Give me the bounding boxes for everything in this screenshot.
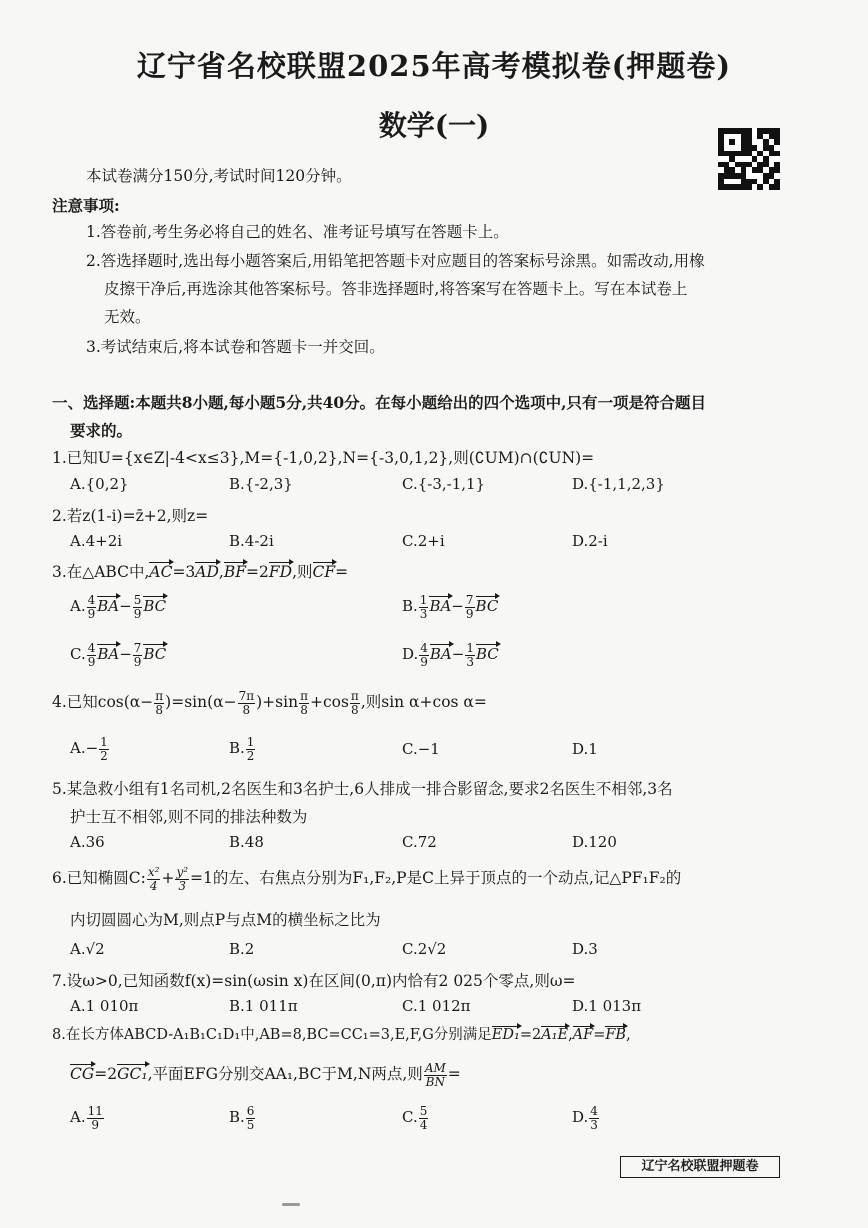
q6-option-a: A.√2 <box>70 940 105 958</box>
note-item-1: 1.答卷前,考生务必将自己的姓名、准考证号填写在答题卡上。 <box>86 223 509 241</box>
q5-option-b: B.48 <box>229 833 264 851</box>
q3-option-c: C. $\frac{4}{9}$ BA− $\frac{7}{9}$ BC <box>70 641 167 669</box>
q7-option-d: D.1 013π <box>572 997 642 1015</box>
question-5-line-1: 5.某急救小组有1名司机,2名医生和3名护士,6人排成一排合影留念,要求2名医生不相邻,3名 <box>52 780 673 798</box>
question-1-stem: 1.已知U={x∈Z|-4<x≤3},M={-1,0,2},N={-3,0,1,2},则(∁UM)∩(∁UN)= <box>52 449 595 467</box>
q4-option-a: A.− $\frac{1}{2}$ <box>70 735 108 763</box>
section-heading: 一、选择题:本题共8小题,每小题5分,共40分。在每小题给出的四个选项中,只有一项是符合题目 <box>52 393 707 412</box>
exam-intro: 本试卷满分150分,考试时间120分钟。 <box>86 167 352 185</box>
q2-option-d: D.2-i <box>572 532 608 550</box>
q6-option-d: D.3 <box>572 940 598 958</box>
q5-option-a: A.36 <box>70 833 105 851</box>
note-item-2-line-2: 皮擦干净后,再选涂其他答案标号。答非选择题时,将答案写在答题卡上。写在本试卷上 <box>104 280 688 298</box>
qr-code-icon <box>718 128 780 190</box>
q7-option-c: C.1 012π <box>402 997 471 1015</box>
q4-option-c: C.−1 <box>402 740 440 758</box>
question-7-stem: 7.设ω>0,已知函数f(x)=sin(ωsin x)在区间(0,π)内恰有2 025个零点,则ω= <box>52 972 576 990</box>
question-4-stem: 4.已知cos(α− $\frac{\pi}{8}$ )=sin(α− $\frac{7\pi}{8}$ )+sin $\frac{\pi}{8}$ +cos $\frac{\pi}{8}$ ,则sin α+cos α= <box>52 689 487 717</box>
notes-heading: 注意事项: <box>52 196 120 215</box>
q5-option-d: D.120 <box>572 833 617 851</box>
q8-option-b: B. $\frac{6}{5}$ <box>229 1104 255 1132</box>
q6-option-c: C.2√2 <box>402 940 447 958</box>
q3-option-b: B. $\frac{1}{3}$ BA− $\frac{7}{9}$ BC <box>402 593 499 621</box>
q8-option-a: A. $\frac{11}{9}$ <box>70 1104 103 1132</box>
q8-option-c: C. $\frac{5}{4}$ <box>402 1104 428 1132</box>
q1-option-c: C.{-3,-1,1} <box>402 475 486 493</box>
q2-option-b: B.4-2i <box>229 532 274 550</box>
exam-title: 辽宁省名校联盟2025年高考模拟卷(押题卷) <box>136 49 732 83</box>
q4-option-b: B. $\frac{1}{2}$ <box>229 735 255 763</box>
question-6-line-1: 6.已知椭圆C: $\frac{\text{x²}}{4}$ + $\frac{\text{y²}}{3}$ =1的左、右焦点分别为F₁,F₂,P是C上异于顶点的一个动点,记△PF₁F₂的 <box>52 865 682 893</box>
question-6-line-2: 内切圆圆心为M,则点P与点M的横坐标之比为 <box>70 911 381 929</box>
q6-option-b: B.2 <box>229 940 255 958</box>
q3-option-a: A. $\frac{4}{9}$ BA− $\frac{5}{9}$ BC <box>70 593 167 621</box>
question-8-line-2: CG=2GC₁,平面EFG分别交AA₁,BC于M,N两点,则 $\frac{AM}{BN}$ = <box>70 1061 461 1089</box>
note-item-2-line-1: 2.答选择题时,选出每小题答案后,用铅笔把答题卡对应题目的答案标号涂黑。如需改动,用橡 <box>86 252 705 270</box>
q1-option-b: B.{-2,3} <box>229 475 293 493</box>
q7-option-a: A.1 010π <box>70 997 139 1015</box>
q7-option-b: B.1 011π <box>229 997 298 1015</box>
q4-option-d: D.1 <box>572 740 598 758</box>
question-2-stem: 2.若z(1-i)=z̄+2,则z= <box>52 507 209 525</box>
question-5-line-2: 护士互不相邻,则不同的排法种数为 <box>70 808 308 826</box>
footer-label: 辽宁名校联盟押题卷 <box>620 1156 780 1178</box>
section-heading-cont: 要求的。 <box>70 421 133 440</box>
scan-smudge <box>282 1203 300 1206</box>
q5-option-c: C.72 <box>402 833 437 851</box>
exam-subtitle: 数学(一) <box>378 109 490 142</box>
question-8-line-1: 8.在长方体ABCD-A₁B₁C₁D₁中,AB=8,BC=CC₁=3,E,F,G分别满足ED₁=2A₁E,AF=FB, <box>52 1027 631 1043</box>
note-item-3: 3.考试结束后,将本试卷和答题卡一并交回。 <box>86 338 385 356</box>
q1-option-d: D.{-1,1,2,3} <box>572 475 665 493</box>
question-3-stem: 3.在△ABC中,AC=3AD,BF=2FD,则CF= <box>52 563 349 581</box>
note-item-2-line-3: 无效。 <box>104 308 151 326</box>
q8-option-d: D. $\frac{4}{3}$ <box>572 1104 598 1132</box>
q2-option-c: C.2+i <box>402 532 445 550</box>
q1-option-a: A.{0,2} <box>70 475 129 493</box>
q2-option-a: A.4+2i <box>70 532 123 550</box>
q3-option-d: D. $\frac{4}{9}$ BA− $\frac{1}{3}$ BC <box>402 641 499 669</box>
